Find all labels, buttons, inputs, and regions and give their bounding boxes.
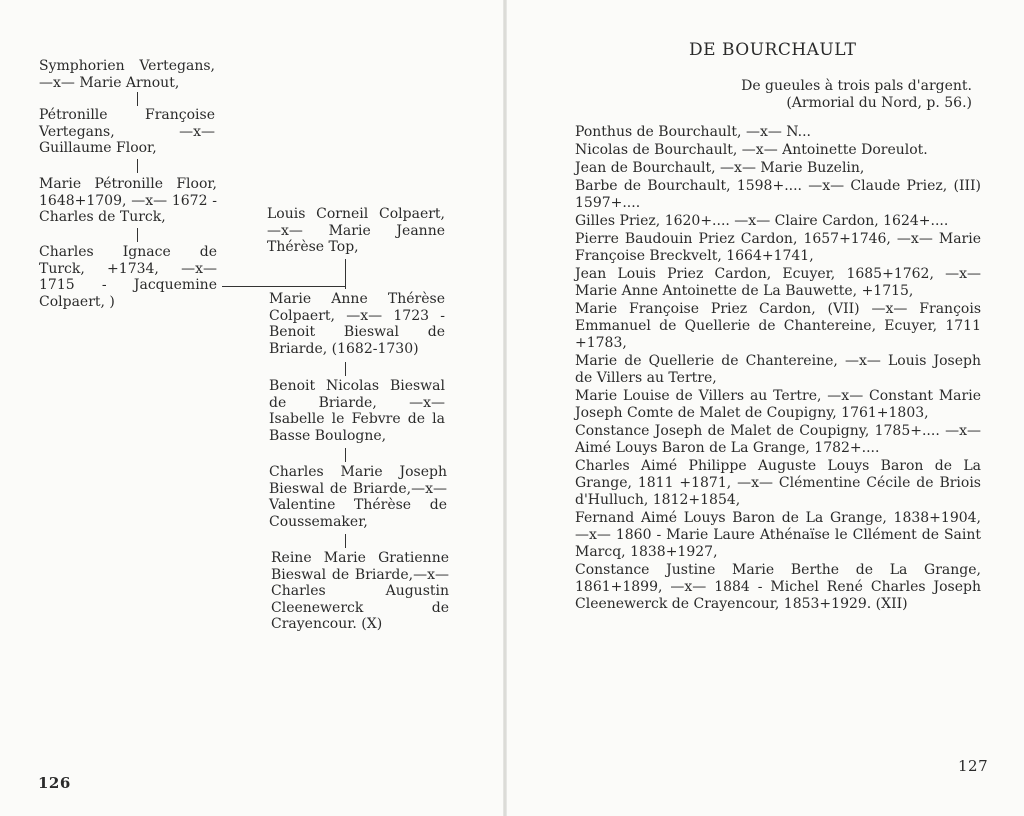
lineage-connector xyxy=(345,534,346,548)
lineage-entry: Jean de Bourchault, —x— Marie Buzelin, xyxy=(575,160,865,177)
lineage-entry: Barbe de Bourchault, 1598+.... —x— Claude Priez, (III) 1597+.... xyxy=(575,178,981,212)
lineage-connector xyxy=(345,362,346,376)
genealogy-entry: Reine Marie Gratienne Bieswal de Briarde,—x— Charles Augustin Cleenewerck de Crayencour. (X) xyxy=(271,550,449,632)
genealogy-entry: Charles Ignace de Turck, +1734, —x— 1715 - Jacquemine Colpaert, ) xyxy=(39,244,217,310)
blazon-text: De gueules à trois pals d'argent. xyxy=(741,78,972,94)
page-title: DE BOURCHAULT xyxy=(689,40,857,60)
lineage-entry: Marie Françoise Priez Cardon, (VII) —x— François Emmanuel de Quellerie de Chantereine, Ecuyer, 1711 +1783, xyxy=(575,301,981,352)
genealogy-entry: Symphorien Vertegans, —x— Marie Arnout, xyxy=(39,58,215,91)
lineage-list xyxy=(575,124,981,614)
genealogy-entry: Benoit Nicolas Bieswal de Briarde, —x— Isabelle le Febvre de la Basse Boulogne, xyxy=(269,378,445,444)
lineage-entry: Jean Louis Priez Cardon, Ecuyer, 1685+1762, —x— Marie Anne Antoinette de La Bauwette, +1715, xyxy=(575,266,981,300)
lineage-entry: Charles Aimé Philippe Auguste Louys Baron de La Grange, 1811 +1871, —x— Clémentine Cécile de Briois d'Hulluch, 1812+1854, xyxy=(575,458,981,509)
lineage-connector xyxy=(137,228,138,242)
blazon-source: (Armorial du Nord, p. 56.) xyxy=(786,95,972,111)
lineage-entry: Pierre Baudouin Priez Cardon, 1657+1746, —x— Marie Françoise Breckvelt, 1664+1741, xyxy=(575,231,981,265)
lineage-entry: Marie Louise de Villers au Tertre, —x— Constant Marie Joseph Comte de Malet de Coupigny, 1761+1803, xyxy=(575,388,981,422)
lineage-entry: Constance Justine Marie Berthe de La Grange, 1861+1899, —x— 1884 - Michel René Charles Joseph Cleenewerck de Crayencour, 1853+1929. (XII) xyxy=(575,562,981,612)
genealogy-entry: Marie Anne Thérèse Colpaert, —x— 1723 - Benoit Bieswal de Briarde, (1682-1730) xyxy=(269,291,445,357)
lineage-entry: Gilles Priez, 1620+.... —x— Claire Cardon, 1624+.... xyxy=(575,213,949,230)
page-number: 127 xyxy=(958,757,989,775)
lineage-entry: Marie de Quellerie de Chantereine, —x— Louis Joseph de Villers au Tertre, xyxy=(575,353,981,387)
lineage-entry: Ponthus de Bourchault, —x— N... xyxy=(575,124,811,140)
genealogy-entry: Pétronille Françoise Vertegans, —x— Guillaume Floor, xyxy=(39,107,215,156)
blazon xyxy=(700,78,972,112)
lineage-connector xyxy=(345,259,346,289)
page-number: 126 xyxy=(38,774,71,792)
lineage-entry: Nicolas de Bourchault, —x— Antoinette Doreulot. xyxy=(575,142,928,159)
genealogy-entry: Marie Pétronille Floor, 1648+1709, —x— 1672 - Charles de Turck, xyxy=(39,176,217,225)
lineage-connector xyxy=(345,448,346,462)
lineage-entry: Fernand Aimé Louys Baron de La Grange, 1838+1904, —x— 1860 - Marie Laure Athénaïse le Cllément de Saint Marcq, 1838+1927, xyxy=(575,510,981,560)
genealogy-entry: Louis Corneil Colpaert, —x— Marie Jeanne Thérèse Top, xyxy=(267,206,445,255)
genealogy-entry: Charles Marie Joseph Bieswal de Briarde,—x— Valentine Thérèse de Coussemaker, xyxy=(269,464,447,530)
lineage-connector xyxy=(137,92,138,106)
lineage-connector xyxy=(137,159,138,173)
marriage-connector xyxy=(222,286,346,287)
lineage-entry: Constance Joseph de Malet de Coupigny, 1785+.... —x— Aimé Louys Baron de La Grange, 1782+.... xyxy=(575,423,981,457)
